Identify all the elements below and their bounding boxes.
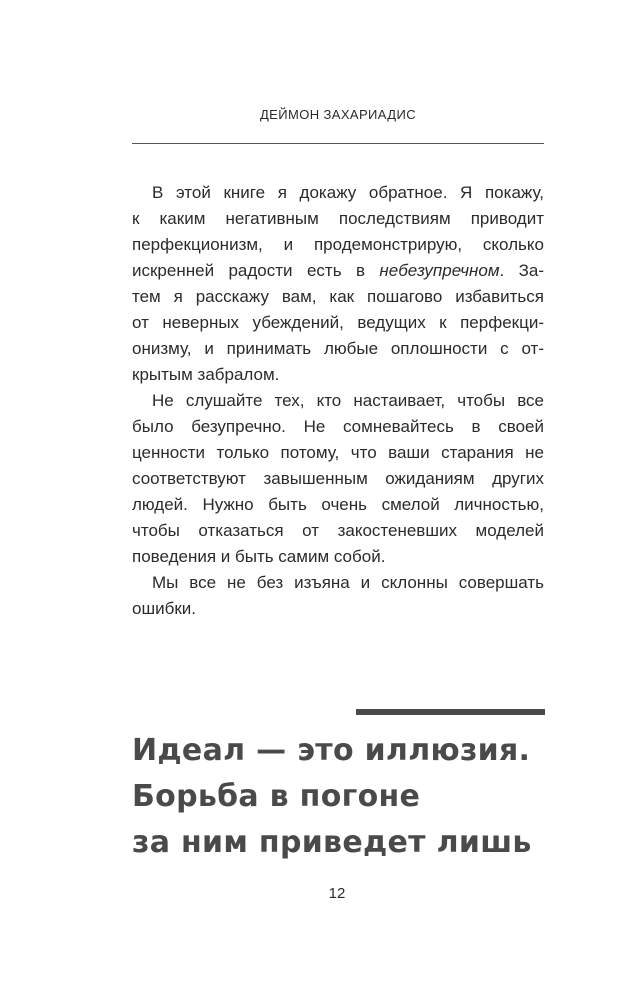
paragraph-1 xyxy=(132,180,544,388)
text-line: Не слушайте тех, кто настаивает, чтобы все xyxy=(152,391,544,410)
text-line: чтобы отказаться от закостеневших моделей xyxy=(132,521,544,540)
text-line: крытым забралом. xyxy=(132,365,280,384)
body-text xyxy=(132,180,544,622)
pull-quote-line: за ним приведет лишь xyxy=(132,825,532,860)
pull-quote-line: Борьба в погоне xyxy=(132,779,421,814)
text-line: тем я расскажу вам, как пошагово избавиться xyxy=(132,287,544,306)
pull-quote xyxy=(132,728,572,866)
text-fragment: . За- xyxy=(499,261,544,280)
pull-quote-rule xyxy=(356,709,545,715)
text-line: было безупречно. Не сомневайтесь в своей xyxy=(132,417,544,436)
text-line xyxy=(132,258,544,284)
text-line: перфекционизм, и продемонстрирую, сколько xyxy=(132,235,544,254)
paragraph-3 xyxy=(132,570,544,622)
running-head-author: ДЕЙМОН ЗАХАРИАДИС xyxy=(259,107,417,122)
text-line: В этой книге я докажу обратное. Я покажу, xyxy=(152,183,544,202)
text-line: Мы все не без изъяна и склонны совершать xyxy=(152,573,544,592)
text-line: от неверных убеждений, ведущих к перфекци- xyxy=(132,313,544,332)
paragraph-2 xyxy=(132,388,544,570)
text-line: к каким негативным последствиям приводит xyxy=(132,209,544,228)
emphasis-text: небезупречном xyxy=(379,261,500,280)
header-divider xyxy=(132,143,544,144)
text-line: ошибки. xyxy=(132,599,196,618)
text-line: ценности только потому, что ваши старания не xyxy=(132,443,544,462)
text-line: поведения и быть самим собой. xyxy=(132,547,386,566)
text-fragment: искренней радости есть в xyxy=(132,261,380,280)
text-line: людей. Нужно быть очень смелой личностью, xyxy=(132,495,544,514)
pull-quote-line: Идеал — это иллюзия. xyxy=(132,733,531,768)
text-line: онизму, и принимать любые оплошности с от- xyxy=(132,339,544,358)
text-line: соответствуют завышенным ожиданиям других xyxy=(132,469,544,488)
page-number: 12 xyxy=(328,885,346,902)
